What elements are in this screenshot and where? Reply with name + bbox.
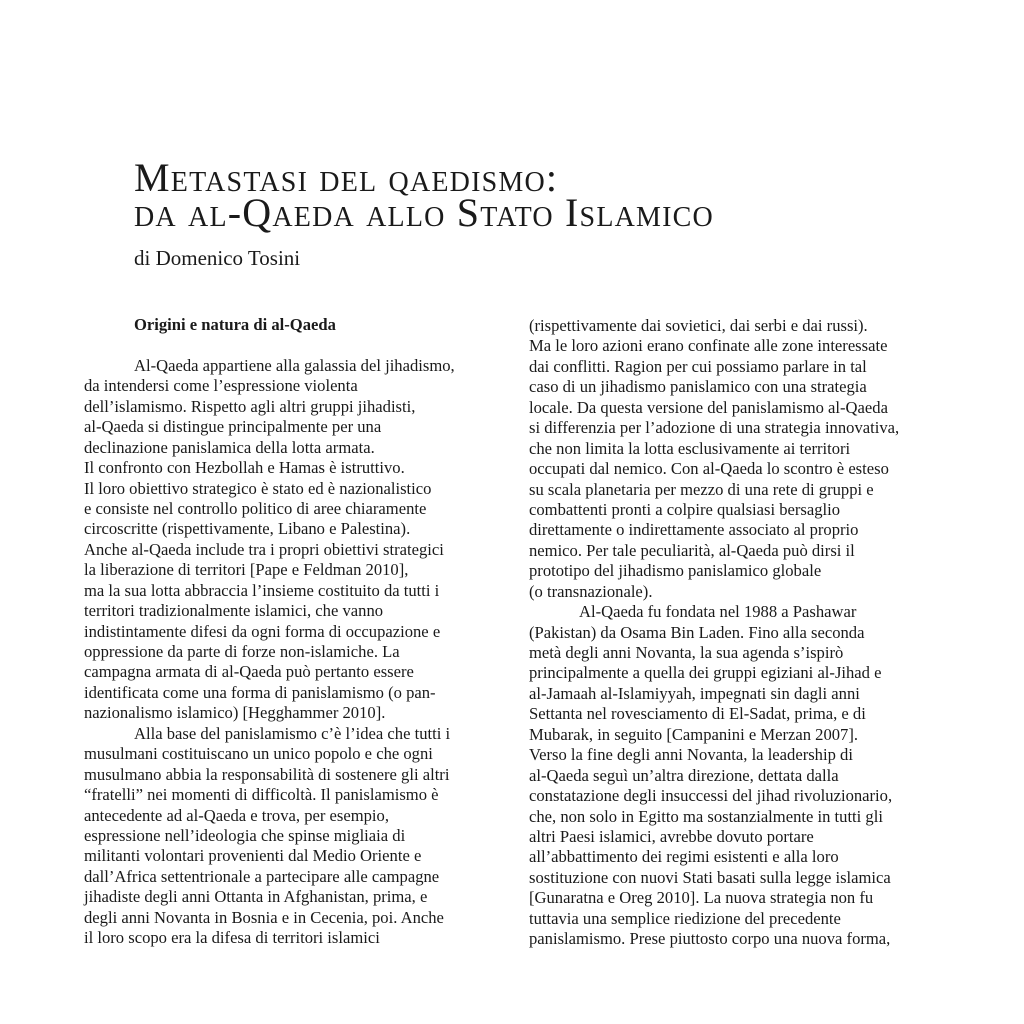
text-line: (Pakistan) da Osama Bin Laden. Fino alla seconda [529, 622, 865, 642]
text-line: Mubarak, in seguito [Campanini e Merzan 2007]. [529, 724, 859, 744]
text-line: al-Qaeda si distingue principalmente per una [84, 417, 382, 437]
text-line: direttamente o indirettamente associato al proprio [529, 520, 859, 540]
text-line: occupati dal nemico. Con al-Qaeda lo scontro è esteso [529, 459, 889, 479]
text-line: nazionalismo islamico) [Hegghammer 2010]. [84, 703, 386, 723]
text-line: si differenzia per l’adozione di una strategia innovativa, [529, 418, 900, 438]
text-line: Il confronto con Hezbollah e Hamas è istruttivo. [84, 458, 405, 478]
article-title [134, 155, 714, 235]
text-line: il loro scopo era la difesa di territori islamici [84, 928, 380, 948]
text-line: metà degli anni Novanta, la sua agenda s’ispirò [529, 643, 844, 662]
text-line: territori tradizionalmente islamici, che vanno [84, 601, 384, 621]
text-line: e consiste nel controllo politico di aree chiaramente [84, 498, 427, 518]
text-line: sostituzione con nuovi Stati basati sulla legge islamica [529, 867, 891, 887]
text-line: campagna armata di al-Qaeda può pertanto essere [84, 662, 414, 682]
text-line: che non limita la lotta esclusivamente ai territori [529, 438, 851, 458]
text-line: constatazione degli insuccessi del jihad rivoluzionario, [529, 786, 893, 806]
text-line: oppressione da parte di forze non-islamiche. La [84, 642, 400, 661]
text-line: circoscritte (rispettivamente, Libano e Palestina). [84, 519, 411, 539]
text-line: all’abbattimento dei regimi esistenti e alla loro [529, 847, 839, 867]
text-line: (rispettivamente dai sovietici, dai serbi e dai russi). [529, 316, 868, 335]
text-line: identificata come una forma di panislamismo (o pan- [84, 682, 436, 702]
text-line: al-Jamaah al-Islamiyyah, impegnati sin dagli anni [529, 683, 860, 703]
text-line: militanti volontari provenienti dal Medio Oriente e [84, 846, 422, 866]
left-column [84, 315, 504, 949]
text-line: espressione nell’ideologia che spinse migliaia di [84, 825, 406, 845]
text-line: al-Qaeda seguì un’altra direzione, dettata dalla [529, 765, 839, 785]
text-line: Al-Qaeda appartiene alla galassia del jihadismo, [134, 355, 455, 375]
text-line: principalmente a quella dei gruppi egiziani al-Jihad e [529, 663, 882, 683]
text-line: altri Paesi islamici, avrebbe dovuto portare [529, 826, 814, 846]
text-line: Alla base del panislamismo c’è l’idea che tutti i [134, 723, 451, 743]
text-line: nemico. Per tale peculiarità, al-Qaeda può dirsi il [529, 540, 855, 560]
spacer [84, 335, 504, 355]
text-line: “fratelli” nei momenti di difficoltà. Il panislamismo è [84, 785, 439, 805]
text-line: Ma le loro azioni erano confinate alle zone interessate [529, 336, 888, 356]
title-line-2: da al-Qaeda allo Stato Islamico [134, 190, 714, 235]
text-line: combattenti pronti a colpire qualsiasi bersaglio [529, 499, 841, 519]
text-line: jihadiste degli anni Ottanta in Afghanistan, prima, e [84, 887, 428, 907]
text-line: dall’Africa settentrionale a partecipare alle campagne [84, 866, 440, 886]
text-line: musulmano abbia la responsabilità di sostenere gli altri [84, 764, 450, 784]
text-line: tuttavia una semplice riedizione del precedente [529, 908, 841, 928]
text-line: musulmani costituiscano un unico popolo e che ogni [84, 744, 433, 764]
text-line: ma la sua lotta abbraccia l’insieme costituito da tutti i [84, 580, 440, 600]
text-line: panislamismo. Prese piuttosto corpo una nuova forma, [529, 929, 891, 949]
text-line: dell’islamismo. Rispetto agli altri gruppi jihadisti, [84, 396, 416, 416]
text-line: Anche al-Qaeda include tra i propri obiettivi strategici [84, 539, 444, 559]
text-line: prototipo del jihadismo panislamico globale [529, 561, 822, 581]
text-line: dai conflitti. Ragion per cui possiamo parlare in tal [529, 356, 867, 376]
text-line: Settanta nel rovesciamento di El-Sadat, prima, e di [529, 704, 866, 724]
text-line: degli anni Novanta in Bosnia e in Cecenia, poi. Anche [84, 907, 444, 927]
text-line: Il loro obiettivo strategico è stato ed è nazionalistico [84, 478, 432, 498]
text-line: antecedente ad al-Qaeda e trova, per esempio, [84, 805, 389, 825]
text-line: la liberazione di territori [Pape e Feldman 2010], [84, 560, 409, 580]
text-line: che, non solo in Egitto ma sostanzialmente in tutti gli [529, 806, 883, 826]
text-line: Al-Qaeda fu fondata nel 1988 a Pashawar [579, 602, 857, 622]
text-line: [Gunaratna e Oreg 2010]. La nuova strategia non fu [529, 888, 874, 908]
text-line: indistintamente difesi da ogni forma di occupazione e [84, 621, 441, 641]
title-line-1: Metastasi del qaedismo: [134, 155, 559, 200]
section-heading: Origini e natura di al-Qaeda [134, 315, 336, 334]
text-line: da intendersi come l’espressione violenta [84, 376, 358, 396]
text-line: declinazione panislamica della lotta armata. [84, 437, 375, 457]
author-byline: di Domenico Tosini [134, 246, 301, 270]
text-line: su scala planetaria per mezzo di una rete di gruppi e [529, 479, 874, 499]
text-line: locale. Da questa versione del panislamismo al-Qaeda [529, 397, 888, 417]
right-column [529, 316, 949, 950]
text-line: Verso la fine degli anni Novanta, la leadership di [529, 745, 853, 765]
text-line: (o transnazionale). [529, 581, 653, 601]
text-line: caso di un jihadismo panislamico con una strategia [529, 377, 867, 397]
